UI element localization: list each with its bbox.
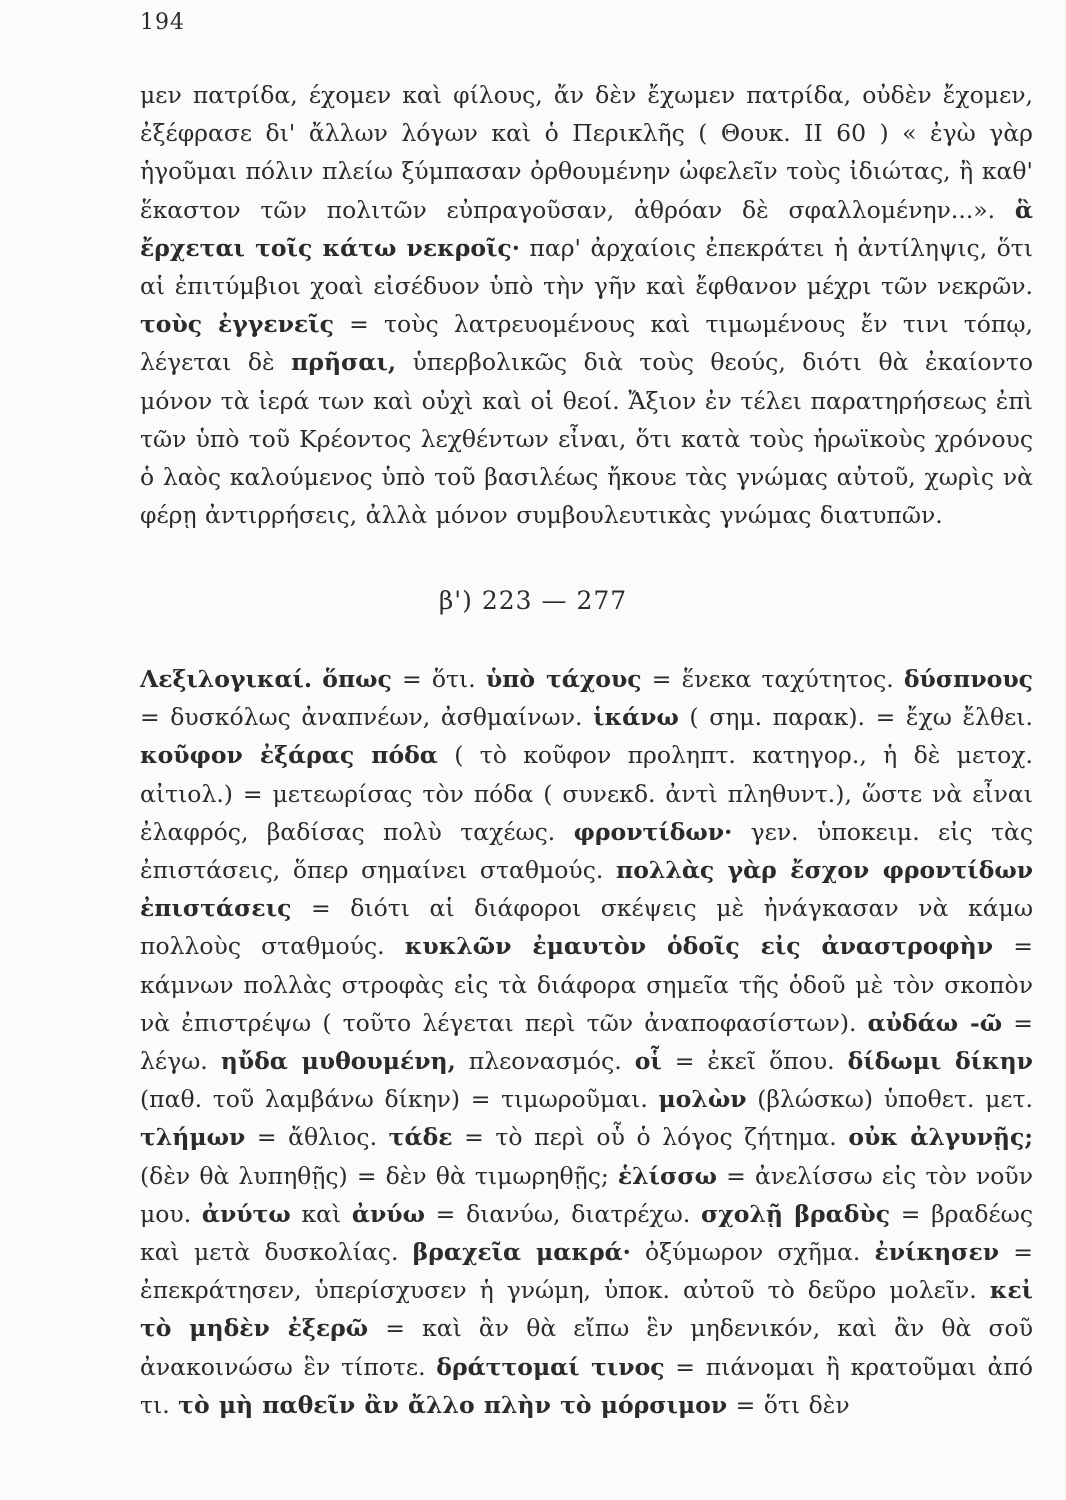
- lemma: πρῆσαι,: [291, 348, 397, 377]
- lemma: τάδε: [388, 1123, 453, 1152]
- page-number: 194: [140, 10, 185, 35]
- lemma: τλήμων: [140, 1123, 246, 1152]
- text-run: = ἕνεκα ταχύτητος.: [641, 665, 904, 693]
- lemma: ὑπὸ τάχους: [485, 665, 642, 693]
- text-run: = ἄθλιος.: [245, 1123, 389, 1152]
- text-run: γεν. ὑποκειμ. εἰς τὰς ἐπιστάσεις, ὅπερ σημαίνει σταθμούς.: [140, 817, 1033, 885]
- text-run: = διανύω, διατρέχω.: [425, 1199, 701, 1228]
- text-run: παρ' ἀρχαίοις ἐπεκράτει ἡ ἀντίληψις, ὅτι αἱ ἐπιτύμβιοι χοαὶ εἰσέδυον ὑπὸ τὴν γῆν καὶ ἔφθανον μέχρι τῶν νεκρῶν.: [140, 233, 1034, 301]
- text-run: πλεονασμός.: [455, 1047, 635, 1076]
- text-run: = ὅτι.: [391, 665, 486, 693]
- text-run: ( σημ. παρακ). = ἔχω ἔλθει.: [678, 703, 1033, 732]
- lemma: δίδωμι δίκην: [847, 1047, 1033, 1076]
- lemma: ἱκάνω: [593, 703, 679, 732]
- text-run: = λέγω.: [140, 1008, 1033, 1076]
- lemma: πολλὰς γὰρ ἔσχον φροντίδων ἐπιστάσεις: [140, 856, 1033, 923]
- commentary-paragraph: [140, 76, 1033, 534]
- text-run: = τὸ περὶ οὗ ὁ λόγος ζήτημα.: [452, 1123, 849, 1152]
- text-run: = διότι αἱ διάφοροι σκέψεις μὲ ἠνάγκασαν νὰ κάμω πολλοὺς σταθμούς.: [140, 894, 1033, 961]
- text-run: (παθ. τοῦ λαμβάνω δίκην) = τιμωροῦμαι.: [140, 1085, 659, 1114]
- lemma: δράττομαί τινος: [436, 1352, 665, 1381]
- lemma: ἐνίκησεν: [874, 1238, 1000, 1267]
- lemma: σχολῇ βραδὺς: [700, 1199, 891, 1228]
- lemma: μολὼν: [658, 1085, 747, 1114]
- text-run: = τοὺς λατρευομένους καὶ τιμωμένους ἔν τινι τόπῳ, λέγεται δὲ: [140, 310, 1034, 377]
- lemma: φροντίδων·: [573, 817, 733, 846]
- lemma: κεἰ τὸ μηδὲν ἐξερῶ: [140, 1276, 1033, 1343]
- text-run: = ἀνελίσσω εἰς τὸν νοῦν μου.: [140, 1161, 1033, 1228]
- text-run: = πιάνομαι ἢ κρατοῦμαι ἀπό τι.: [140, 1352, 1033, 1419]
- lemma: κοῦφον ἐξάρας πόδα: [140, 741, 438, 770]
- lemma: βραχεῖα μακρά·: [412, 1238, 631, 1267]
- text-run: ὑπερβολικῶς διὰ τοὺς θεούς, διότι θὰ ἐκαίοντο μόνον τὰ ἱερά των καὶ οὐχὶ καὶ οἱ θεοί. Ἄξιον ἐν τέλει παρατηρήσεως ἐπὶ τῶν ὑπὸ τοῦ Κρέοντος λεχθέντων εἶναι, ὅτι κατὰ τοὺς ἡρωϊκοὺς χρόνους ὁ λαὸς καλούμενος ὑπὸ τοῦ βασιλέως ἤκουε τὰς γνώμας αὐτοῦ, χωρὶς νὰ φέρῃ ἀντιρρήσεις, ἀλλὰ μόνον συμβουλευτικὰς γνώμας διατυπῶν.: [140, 348, 1033, 530]
- lemma: ἃ ἔρχεται τοῖς κάτω νεκροῖς·: [140, 195, 1033, 262]
- lemma: κυκλῶν ἐμαυτὸν ὁδοῖς εἰς ἀναστροφὴν: [404, 932, 994, 961]
- text-run: = καὶ ἂν θὰ εἴπω ἓν μηδενικόν, καὶ ἂν θὰ σοῦ ἀνακοινώσω ἓν τίποτε.: [140, 1314, 1033, 1381]
- lemma: ηὔδα μυθουμένη,: [220, 1047, 456, 1076]
- lemma: αὐδάω -ῶ: [867, 1008, 1003, 1037]
- text-run: = ὅτι δὲν: [727, 1390, 850, 1419]
- text-run: = βραδέως καὶ μετὰ δυσκολίας.: [140, 1199, 1033, 1267]
- text-run: καὶ: [290, 1199, 352, 1228]
- lexical-notes-paragraph: [140, 660, 1033, 1424]
- lemma: ἀνύω: [351, 1199, 425, 1228]
- text-run: = ἐκεῖ ὅπου.: [661, 1047, 848, 1076]
- text-run: μεν πατρίδα, έχομεν καὶ φίλους, ἄν δὲν ἔχωμεν πατρίδα, οὐδὲν ἔχομεν, ἐξέφρασε δι' ἄλλων λόγων καὶ ὁ Περικλῆς ( Θουκ. ΙΙ 60 ) « ἐγὼ γὰρ ἡγοῦμαι πόλιν πλείω ξύμπασαν ὀρθουμένην ὠφελεῖν τοὺς ἰδιώτας, ἢ καθ' ἕκαστον τῶν πολιτῶν εὐπραγοῦσαν, ἀθρόαν δὲ σφαλλομένην...».: [140, 81, 1033, 224]
- text-run: = κάμνων πολλὰς στροφὰς εἰς τὰ διάφορα σημεῖα τῆς ὁδοῦ μὲ τὸν σκοπὸν νὰ ἐπιστρέψω ( τοῦτο λέγεται περὶ τῶν ἀναποφασίστων).: [140, 932, 1033, 1037]
- text-run: = δυσκόλως ἀναπνέων, ἀσθμαίνων.: [140, 703, 594, 732]
- text-run: ( τὸ κοῦφον προληπτ. κατηγορ., ἡ δὲ μετοχ. αἰτιολ.) = μετεωρίσας τὸν πόδα ( συνεκδ. ἀντὶ πληθυντ.), ὥστε νὰ εἶναι ἐλαφρός, βαδίσας πολὺ ταχέως.: [140, 741, 1033, 846]
- section-label: Λεξιλογικαί.: [140, 665, 313, 693]
- lemma: τοὺς ἐγγενεῖς: [140, 310, 334, 339]
- text-run: ὀξύμωρον σχῆμα.: [630, 1238, 875, 1267]
- lemma: τὸ μὴ παθεῖν ἂν ἄλλο πλὴν τὸ μόρσιμον: [178, 1390, 728, 1419]
- text-run: [312, 665, 322, 693]
- section-heading: β') 223 — 277: [438, 586, 628, 615]
- text-run: = ἐπεκράτησεν, ὑπερίσχυσεν ἡ γνώμη, ὑποκ. αὐτοῦ τὸ δεῦρο μολεῖν.: [140, 1238, 1034, 1305]
- text-run: (βλώσκω) ὑποθετ. μετ.: [746, 1085, 1033, 1114]
- lemma: ἑλίσσω: [617, 1161, 718, 1190]
- text-run: (δὲν θὰ λυπηθῇς) = δὲν θὰ τιμωρηθῇς;: [140, 1161, 618, 1190]
- lemma: οὐκ ἀλγυνῇς;: [848, 1123, 1033, 1152]
- lemma: οἷ: [634, 1047, 662, 1076]
- lemma: ὅπως: [322, 665, 392, 693]
- lemma: δύσπνους: [903, 665, 1033, 693]
- lemma: ἀνύτω: [201, 1199, 291, 1228]
